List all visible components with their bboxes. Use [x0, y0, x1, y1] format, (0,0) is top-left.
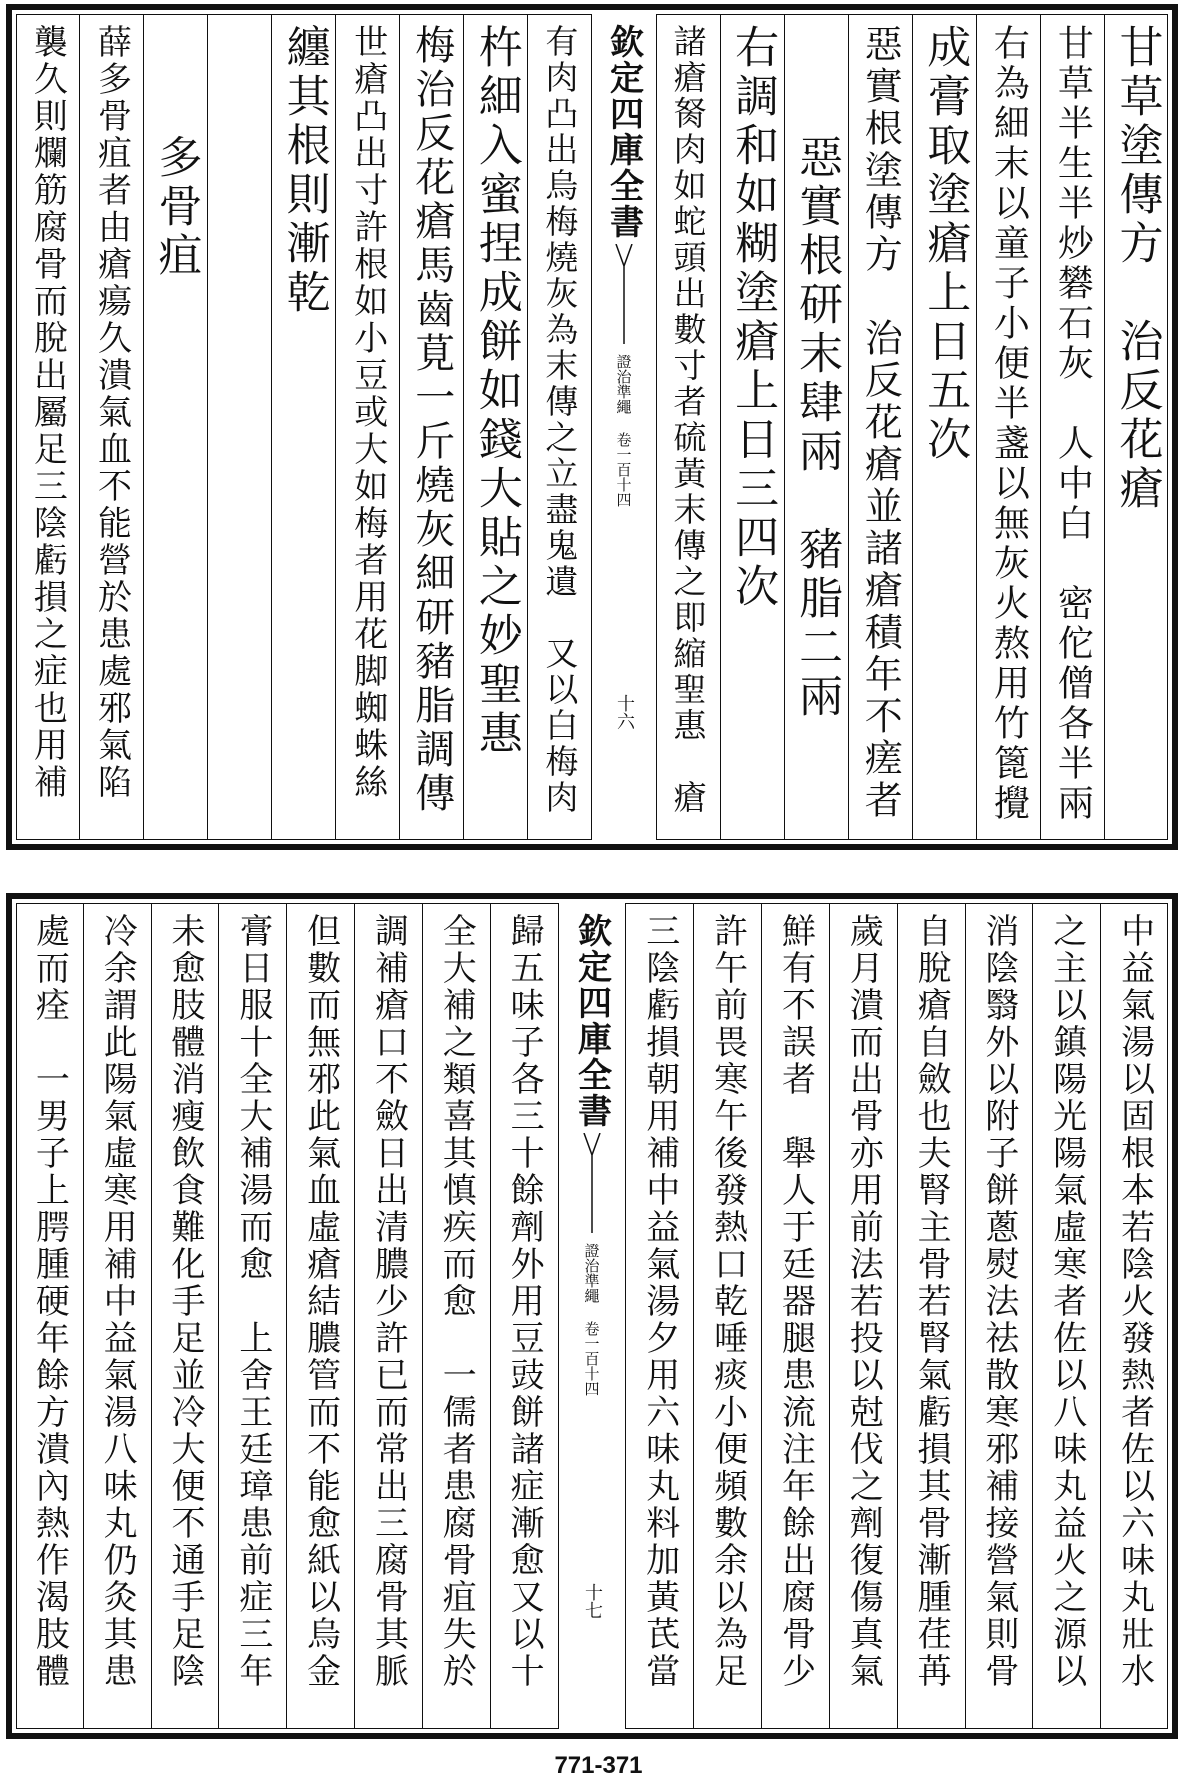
bottom-page: [6, 893, 1178, 1739]
column-text: 有肉凸出烏梅燒灰為末傳之立盡鬼遺 又以白梅肉: [540, 24, 580, 816]
text-column: [399, 14, 463, 840]
text-column: [286, 903, 354, 1729]
bottom-page-columns: [16, 903, 1168, 1729]
column-text: 三陰虧損朝用補中益氣湯夕用六味丸料加黃芪當: [639, 913, 680, 1690]
text-column: [1040, 14, 1104, 840]
text-column: [720, 14, 784, 840]
column-text: 中益氣湯以固根本若陰火發熱者佐以六味丸壯水: [1114, 913, 1155, 1690]
column-text: 右調和如糊塗瘡上日三四次: [727, 24, 779, 612]
column-text: 諸瘡胬肉如蛇頭出數寸者硫黃末傳之即縮聖惠 瘡: [668, 24, 708, 816]
column-text: 膏日服十全大補湯而愈 上舍王廷璋患前症三年: [232, 913, 273, 1690]
text-column: [490, 903, 558, 1729]
text-column: [656, 14, 720, 840]
text-column: [625, 903, 693, 1729]
text-column: [1100, 903, 1168, 1729]
column-text: 全大補之類喜其慎疾而愈 一儒者患腐骨疽失於: [436, 913, 477, 1690]
center-gutter: [558, 903, 626, 1729]
column-text: 調補瘡口不斂日出清膿少許已而常出三腐骨其脈: [368, 913, 409, 1690]
column-text: 惡實根研末肆兩 豬脂二兩: [791, 134, 843, 722]
text-column: [1104, 14, 1168, 840]
text-column: [829, 903, 897, 1729]
text-column: [151, 903, 219, 1729]
text-column: [16, 14, 79, 840]
text-column: [897, 903, 965, 1729]
column-text: 歸五味子各三十餘劑外用豆豉餅諸症漸愈又以十: [504, 913, 545, 1690]
gutter-book-title: 欽定四庫全書: [571, 913, 612, 1129]
column-text: 消陰翳外以附子餅蔥熨法祛散寒邪補接營氣則骨: [978, 913, 1019, 1690]
fishtail-mark-icon: [582, 1133, 602, 1233]
column-text: 歲月潰而出骨亦用前法若投以尅伐之劑復傷真氣: [843, 913, 884, 1690]
column-text: 甘草半生半炒礬石灰 人中白 密佗僧各半兩: [1052, 24, 1094, 824]
center-gutter: [591, 14, 655, 840]
column-text: 成膏取塗瘡上日五次: [919, 24, 971, 465]
gutter-volume-label: 證治準繩 卷一百十四: [582, 1243, 601, 1396]
column-text: 薛多骨疽者由瘡瘍久潰氣血不能營於患處邪氣陷: [91, 24, 132, 801]
text-column: [422, 903, 490, 1729]
text-column: [16, 903, 83, 1729]
text-column: [965, 903, 1033, 1729]
text-column: [218, 903, 286, 1729]
text-column: [912, 14, 976, 840]
top-page-columns: [16, 14, 1168, 840]
gutter-volume-label: 證治準繩 卷一百十四: [614, 354, 633, 507]
text-column: [143, 14, 207, 840]
text-column: [693, 903, 761, 1729]
text-column: [354, 903, 422, 1729]
text-column: [271, 14, 335, 840]
column-text: 許午前畏寒午後發熱口乾唾痰小便頻數余以為足: [707, 913, 748, 1690]
text-column: [83, 903, 151, 1729]
gutter-folio-number: 十七: [581, 1583, 603, 1619]
text-column: [335, 14, 399, 840]
column-text: 梅治反花瘡馬齒莧一斤燒灰細研豬脂調傳: [408, 24, 455, 816]
column-text: 世瘡凸出寸許根如小豆或大如梅者用花脚蜘蛛絲: [347, 24, 388, 801]
text-column: [527, 14, 591, 840]
text-column: [1032, 903, 1100, 1729]
gutter-book-title: 欽定四庫全書: [603, 24, 644, 240]
column-text: 冷余謂此陽氣虛寒用補中益氣湯八味丸仍灸其患: [97, 913, 138, 1690]
fishtail-mark-icon: [614, 244, 634, 344]
column-text: 未愈肢體消瘦飲食難化手足並冷大便不通手足陰: [164, 913, 205, 1690]
text-column: [463, 14, 527, 840]
column-text: 多骨疽: [150, 134, 202, 281]
text-column: [761, 903, 829, 1729]
column-text: 鮮有不誤者 舉人于廷器腿患流注年餘出腐骨少: [775, 913, 816, 1690]
text-column: [79, 14, 143, 840]
column-text: 甘草塗傳方 治反花瘡: [1111, 24, 1163, 514]
text-column: [207, 14, 271, 840]
column-text: 杵細入蜜捏成餅如錢大貼之妙聖惠: [470, 24, 522, 759]
column-text: 襲久則爛筋腐骨而脫出屬足三陰虧損之症也用補: [27, 24, 68, 801]
column-text: 纏其根則漸乾: [278, 24, 330, 318]
column-text: 之主以鎮陽光陽氣虛寒者佐以八味丸益火之源以: [1046, 913, 1087, 1690]
text-column: [784, 14, 848, 840]
top-page: [6, 4, 1178, 850]
gutter-folio-number: 十六: [613, 694, 635, 730]
column-text: 處而痊 一男子上腭腫硬年餘方潰內熱作渴肢體: [29, 913, 70, 1690]
column-text: 自脫瘡自斂也夫腎主骨若腎氣虧損其骨漸腫荏苒: [911, 913, 952, 1690]
column-text: 惡實根塗傳方 治反花瘡並諸瘡積年不瘥者: [858, 24, 903, 822]
column-text: 右為細末以童子小便半盞以無灰火熬用竹篦攪: [988, 24, 1030, 824]
text-column: [848, 14, 912, 840]
page-number-footer: 771-371: [554, 1752, 643, 1779]
text-column: [976, 14, 1040, 840]
column-text: 但數而無邪此氣血虛瘡結膿管而不能愈紙以烏金: [300, 913, 341, 1690]
